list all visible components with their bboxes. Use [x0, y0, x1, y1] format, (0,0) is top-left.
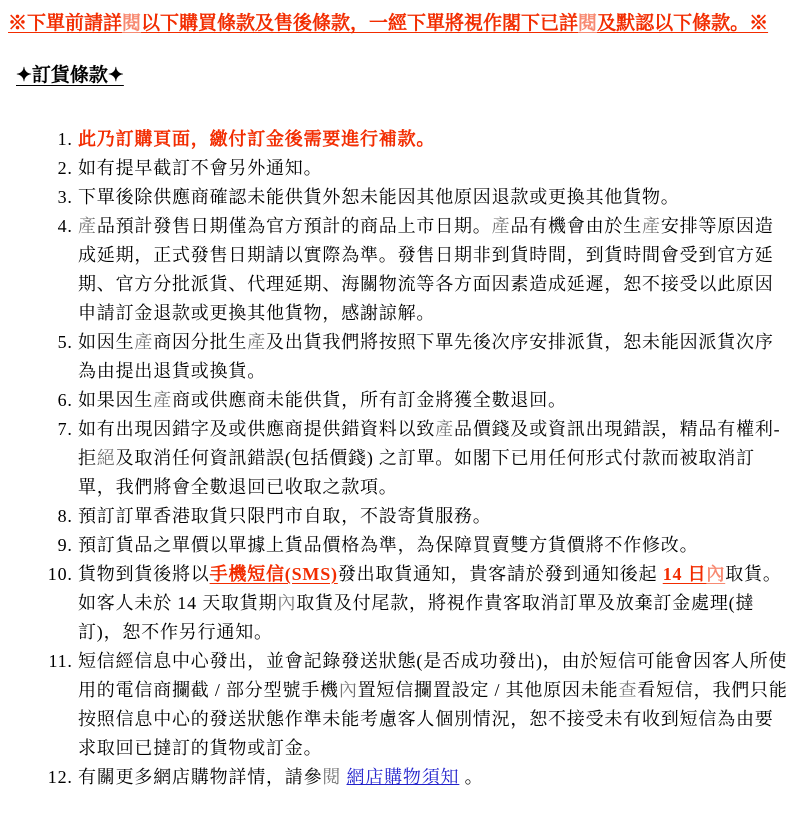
term-item-12: [78, 763, 792, 792]
fallback-glyph: 產: [642, 216, 661, 236]
shop-guide-link[interactable]: 網店購物須知: [346, 767, 460, 787]
term-item-11: 11. 短信經信息中心發出，並會記錄發送狀態(是否成功發出)，由於短信可能會因客人所使用的電信商攔截 / 部分型號手機內置短信攔置設定 / 其他原因未能查看短信，我們只能按照信息中心的發送狀態作準未能考慮客人個別情況，恕不接受未有收到短信為由要求取回已撻訂的貨物或訂金。: [78, 647, 792, 763]
term-12-prefix: 有關更多網店購物詳情，請參閱: [78, 767, 342, 787]
fallback-glyph: 產: [78, 216, 97, 236]
term-item-5: 5. 如因生產商因分批生產及出貨我們將按照下單先後次序安排派貨，恕未能因派貨次序為由提出退貨或換貨。: [78, 328, 792, 386]
terms-document: [0, 10, 809, 792]
term-12-suffix: 。: [459, 767, 484, 787]
term-item-7: 7. 如有出現因錯字及或供應商提供錯資料以致產品價錢及或資訊出現錯誤，精品有權利-拒絕及取消任何資訊錯誤(包括價錢) 之訂單。如閣下已用任何形式付款而被取消訂單，我們將會全數退回已收取之款項。: [78, 415, 792, 502]
term-item-8: 8. 預訂訂單香港取貨只限門市自取，不設寄貨服務。: [78, 502, 792, 531]
fallback-glyph: 內: [277, 593, 297, 613]
fallback-glyph: 產: [153, 390, 173, 410]
fallback-glyph: 內: [338, 680, 358, 700]
section-title-order-terms: ✦訂貨條款✦: [16, 65, 124, 86]
term-item-4: 4. 產品預計發售日期僅為官方預計的商品上市日期。產品有機會由於生產安排等原因造成延期，正式發售日期請以實際為準。發售日期非到貨時間，到貨時間會受到官方延期、官方分批派貨、代理延期、海關物流等各方面因素造成延遲，恕不接受以此原因申請訂金退款或更換其他貨物，感謝諒解。: [78, 212, 792, 328]
term-item-2: 2. 如有提早截訂不會另外通知。: [78, 154, 792, 183]
term-item-9: 9. 預訂貨品之單價以單據上貨品價格為準，為保障買賣雙方貨價將不作修改。: [78, 531, 792, 560]
term-10-prefix: 貨物到貨後將以: [78, 564, 210, 584]
fallback-glyph: 產: [134, 332, 154, 352]
fallback-glyph: 產: [247, 332, 267, 352]
fallback-glyph: 閱: [122, 13, 142, 34]
term-item-10: [78, 560, 792, 647]
term-10-suffix: 取貨。如客人未於 14 天取貨期內取貨及付尾款，將視作貴客取消訂單及放棄訂金處理(撻訂)，恕不作另行通知。: [78, 564, 782, 642]
term-10-middle: 發出取貨通知，貴客請於發到通知後起: [337, 564, 663, 584]
fallback-glyph: 內: [706, 564, 726, 584]
pickup-deadline-highlight: 14 日內: [662, 564, 726, 584]
fallback-glyph: 產: [435, 419, 455, 439]
fallback-glyph: 產: [491, 216, 511, 236]
terms-list: [0, 125, 809, 792]
term-item-6: 6. 如果因生產商或供應商未能供貨，所有訂金將獲全數退回。: [78, 386, 792, 415]
fallback-glyph: 閱: [578, 13, 598, 34]
term-item-1: 1. 此乃訂購頁面，繳付訂金後需要進行補款。: [78, 125, 792, 154]
fallback-glyph: 絕: [96, 448, 116, 468]
term-item-3: 3. 下單後除供應商確認未能供貨外恕未能因其他原因退款或更換其他貨物。: [78, 183, 792, 212]
pre-order-warning: ※下單前請詳閱以下購買條款及售後條款，一經下單將視作閣下已詳閱及默認以下條款。※: [8, 13, 769, 34]
fallback-glyph: 查: [618, 680, 638, 700]
sms-notice-highlight: 手機短信(SMS): [209, 564, 338, 584]
fallback-glyph: 閱: [322, 767, 342, 787]
